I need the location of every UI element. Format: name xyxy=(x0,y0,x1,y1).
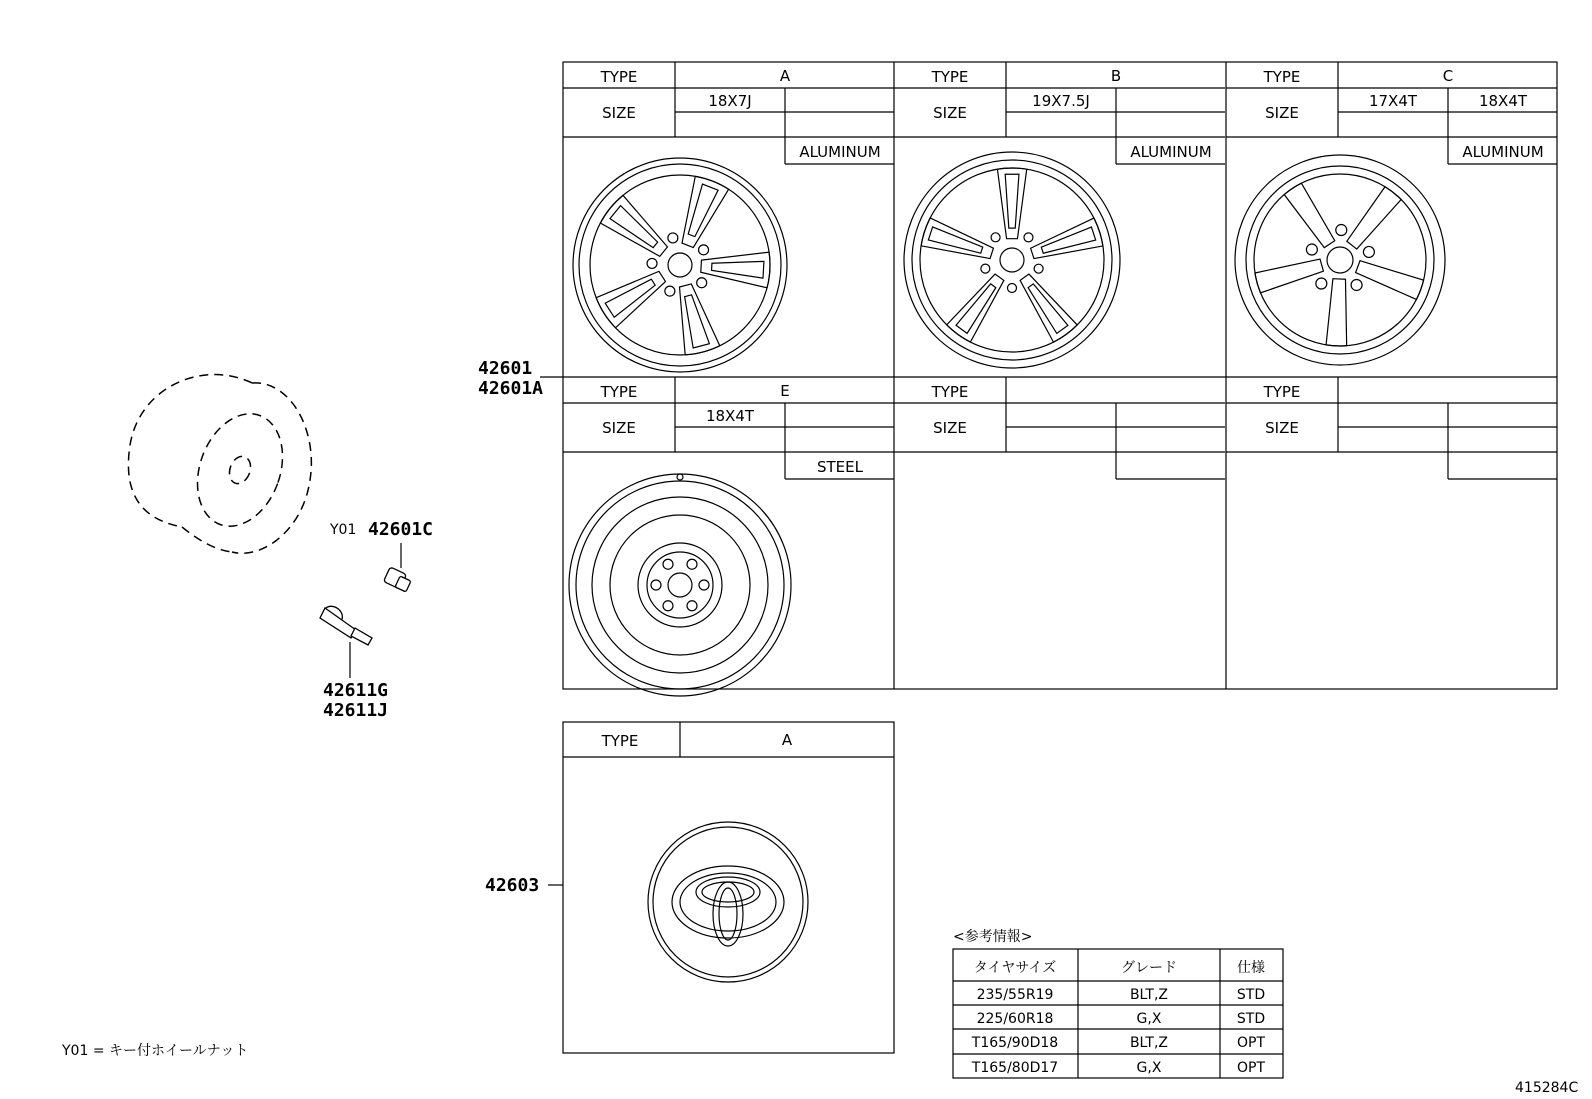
reference-cell: T165/80D17 xyxy=(971,1060,1059,1076)
wheel-type-value: B xyxy=(1110,67,1122,85)
table-size-label: SIZE xyxy=(1265,104,1299,122)
part-number-cap[interactable]: 42603 xyxy=(485,875,540,896)
wheel-c-drawing xyxy=(1235,155,1445,365)
cap-type-value: A xyxy=(781,731,793,749)
table-type-label: TYPE xyxy=(600,383,638,401)
table-size-label: SIZE xyxy=(1265,419,1299,437)
table-type-label: TYPE xyxy=(931,383,969,401)
part-number-valve-2[interactable]: 42611J xyxy=(323,700,389,721)
wheel-assembly-illustration xyxy=(128,375,311,554)
wheel-size-value: 19X7.5J xyxy=(1032,92,1090,110)
reference-header: タイヤサイズ xyxy=(973,960,1057,976)
reference-cell: STD xyxy=(1236,1011,1266,1027)
reference-cell: OPT xyxy=(1236,1060,1266,1076)
table-type-label: TYPE xyxy=(931,68,969,86)
part-number-wheel-2[interactable]: 42601A xyxy=(478,378,544,399)
cap-type-label: TYPE xyxy=(601,732,639,750)
wheel-size-value-2: 18X4T xyxy=(1478,92,1528,110)
reference-title: <参考情報> xyxy=(953,929,1033,945)
wheel-type-value: A xyxy=(779,67,791,85)
lock-nut-prefix: Y01 xyxy=(330,522,357,538)
reference-cell: T165/90D18 xyxy=(971,1035,1059,1051)
legend-note: Y01 = キー付ホイールナット xyxy=(62,1043,249,1059)
reference-header: グレード xyxy=(1121,960,1177,976)
wheel-material: STEEL xyxy=(817,458,863,476)
wheel-size-value: 18X4T xyxy=(705,407,755,425)
table-type-label: TYPE xyxy=(1263,383,1301,401)
wheel-a-drawing xyxy=(573,158,787,372)
wheel-type-value: E xyxy=(780,382,790,400)
reference-cell: BLT,Z xyxy=(1129,987,1169,1003)
reference-cell: BLT,Z xyxy=(1129,1035,1169,1051)
wheel-size-value: 18X7J xyxy=(708,92,752,110)
lock-nut-icon[interactable] xyxy=(383,543,411,592)
reference-cell: G,X xyxy=(1136,1011,1162,1027)
reference-cell: G,X xyxy=(1136,1060,1162,1076)
toyota-logo-icon xyxy=(648,822,808,982)
reference-cell: STD xyxy=(1236,987,1266,1003)
wheel-material: ALUMINUM xyxy=(799,143,881,161)
part-number-valve-1[interactable]: 42611G xyxy=(323,680,389,701)
wheel-material: ALUMINUM xyxy=(1130,143,1212,161)
table-size-label: SIZE xyxy=(933,104,967,122)
table-size-label: SIZE xyxy=(933,419,967,437)
reference-cell: 235/55R19 xyxy=(976,987,1054,1003)
reference-cell: OPT xyxy=(1236,1035,1266,1051)
wheel-size-value: 17X4T xyxy=(1368,92,1418,110)
reference-header: 仕様 xyxy=(1237,960,1265,976)
wheel-b-drawing xyxy=(904,152,1120,368)
part-number-wheel-1[interactable]: 42601 xyxy=(478,358,533,379)
reference-cell: 225/60R18 xyxy=(976,1011,1054,1027)
table-type-label: TYPE xyxy=(1263,68,1301,86)
part-number-lock-nut[interactable]: 42601C xyxy=(368,519,434,540)
wheel-material: ALUMINUM xyxy=(1462,143,1544,161)
valve-stem-icon[interactable] xyxy=(320,603,372,678)
table-size-label: SIZE xyxy=(602,104,636,122)
diagram-code: 415284C xyxy=(1515,1080,1579,1096)
wheel-e-drawing xyxy=(569,474,791,696)
table-size-label: SIZE xyxy=(602,419,636,437)
wheel-type-value: C xyxy=(1442,67,1454,85)
table-type-label: TYPE xyxy=(600,68,638,86)
wheel-type-table xyxy=(563,62,1557,689)
